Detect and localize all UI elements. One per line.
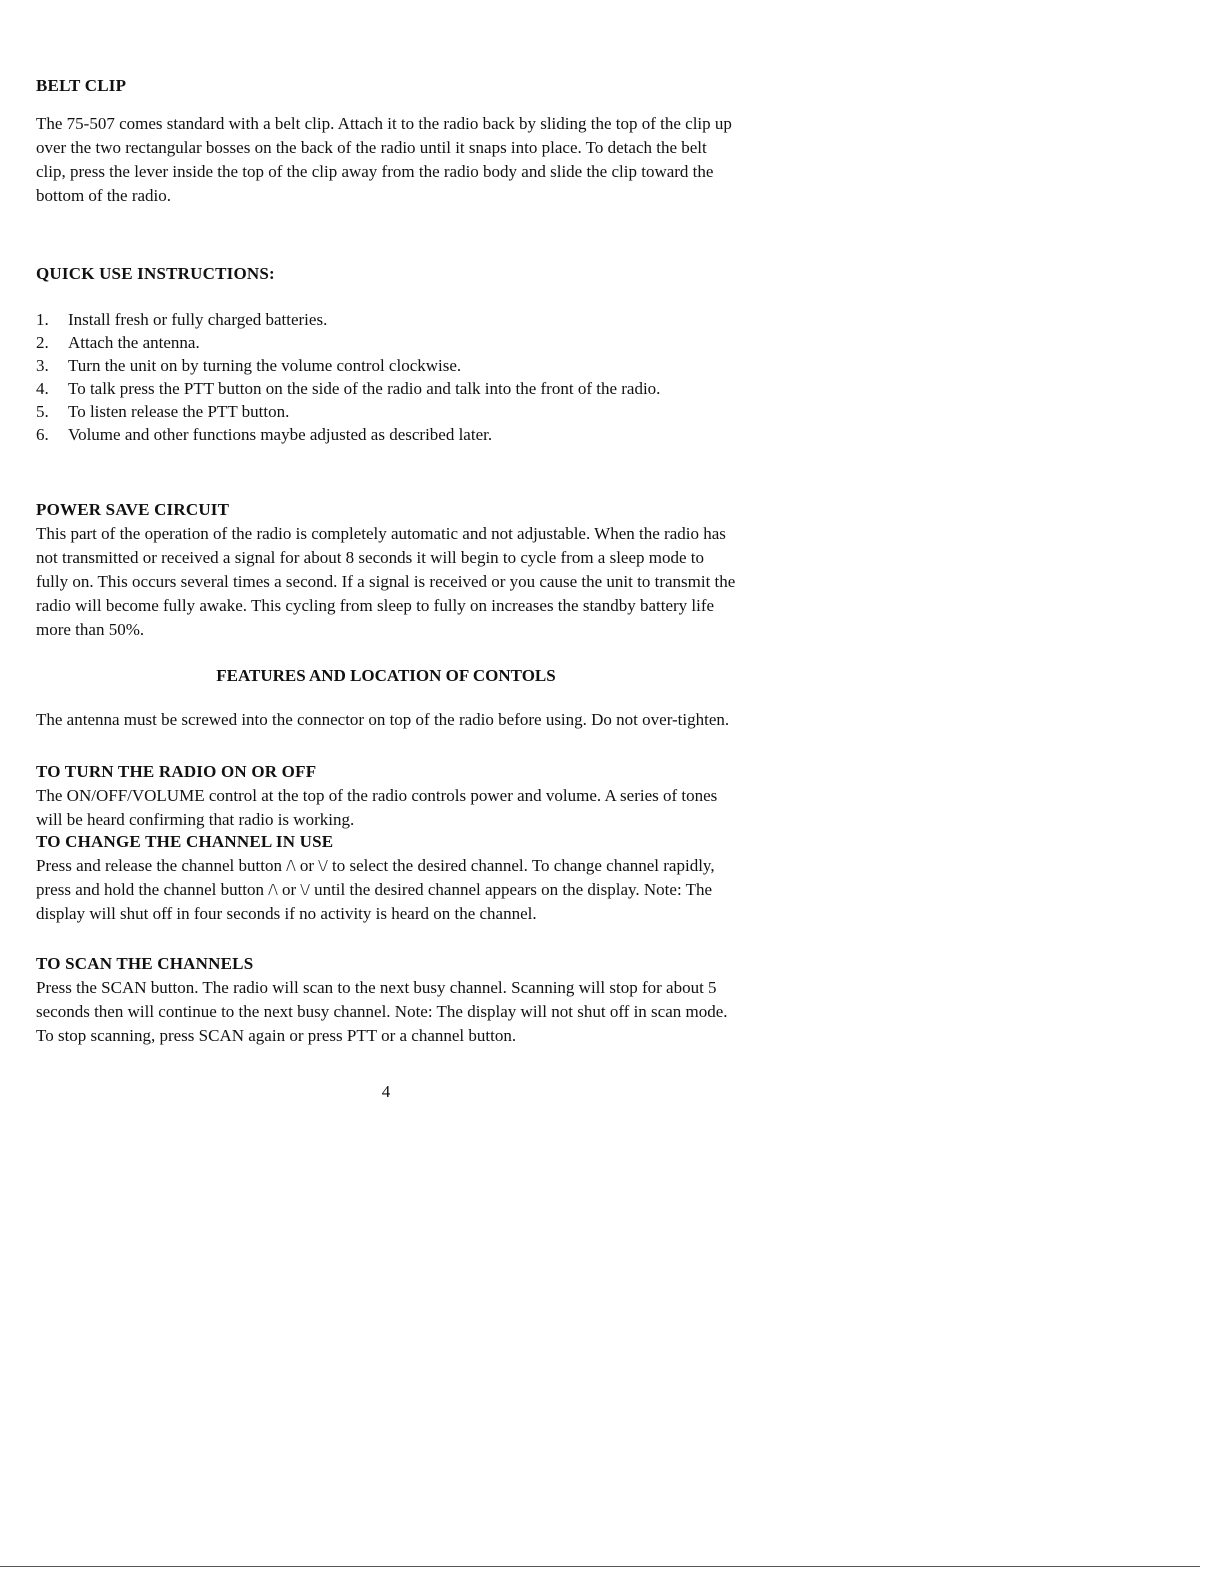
list-item	[36, 423, 736, 446]
change-channel-heading: TO CHANGE THE CHANNEL IN USE	[36, 832, 334, 851]
step-number: 5.	[36, 402, 49, 421]
list-item	[36, 308, 736, 331]
power-save-body: This part of the operation of the radio is completely automatic and not adjustable. When the radio has not transmitted or received a signal for about 8 seconds it will begin to cycle from a sleep mode to fully on. This occurs several times a second. If a signal is received or you cause the unit to transmit the radio will become fully awake. This cycling from sleep to fully on increases the standby battery life more than 50%.	[36, 524, 736, 639]
quick-use-heading: QUICK USE INSTRUCTIONS:	[36, 264, 275, 283]
features-heading: FEATURES AND LOCATION OF CONTOLS	[216, 666, 556, 685]
change-channel-body: Press and release the channel button /\ or \/ to select the desired channel. To change channel rapidly, press and hold the channel button /\ or \/ until the desired channel appears on the display. Note: The display will shut off in four seconds if no activity is heard on the channel.	[36, 856, 715, 923]
step-text: Attach the antenna.	[68, 333, 200, 352]
list-item	[36, 354, 736, 377]
turn-on-off-heading: TO TURN THE RADIO ON OR OFF	[36, 762, 317, 781]
scan-channels-heading: TO SCAN THE CHANNELS	[36, 954, 254, 973]
quick-use-steps	[36, 308, 736, 446]
scan-edge-divider	[0, 1566, 1200, 1567]
page-number: 4	[381, 1082, 391, 1101]
step-number: 6.	[36, 425, 49, 444]
step-text: To talk press the PTT button on the side of the radio and talk into the front of the radio.	[68, 379, 661, 398]
step-number: 3.	[36, 356, 49, 375]
turn-on-off-body: The ON/OFF/VOLUME control at the top of the radio controls power and volume. A series of tones will be heard confirming that radio is working.	[36, 786, 718, 829]
antenna-note: The antenna must be screwed into the connector on top of the radio before using. Do not over-tighten.	[36, 710, 730, 729]
step-text: Install fresh or fully charged batteries.	[68, 310, 328, 329]
power-save-heading: POWER SAVE CIRCUIT	[36, 500, 230, 519]
belt-clip-heading: BELT CLIP	[36, 76, 127, 95]
step-number: 4.	[36, 379, 49, 398]
scan-channels-body: Press the SCAN button. The radio will scan to the next busy channel. Scanning will stop for about 5 seconds then will continue to the next busy channel. Note: The display will not shut off in scan mode. To stop scanning, press SCAN again or press PTT or a channel button.	[36, 978, 728, 1045]
belt-clip-body: The 75-507 comes standard with a belt clip. Attach it to the radio back by sliding the top of the clip up over the two rectangular bosses on the back of the radio until it snaps into place. To detach the belt clip, press the lever inside the top of the clip away from the radio body and slide the clip toward the bottom of the radio.	[36, 114, 732, 205]
step-text: To listen release the PTT button.	[68, 402, 290, 421]
step-text: Turn the unit on by turning the volume control clockwise.	[68, 356, 462, 375]
list-item	[36, 331, 736, 354]
list-item	[36, 377, 736, 400]
list-item	[36, 400, 736, 423]
step-number: 1.	[36, 310, 49, 329]
step-number: 2.	[36, 333, 49, 352]
step-text: Volume and other functions maybe adjusted as described later.	[68, 425, 493, 444]
